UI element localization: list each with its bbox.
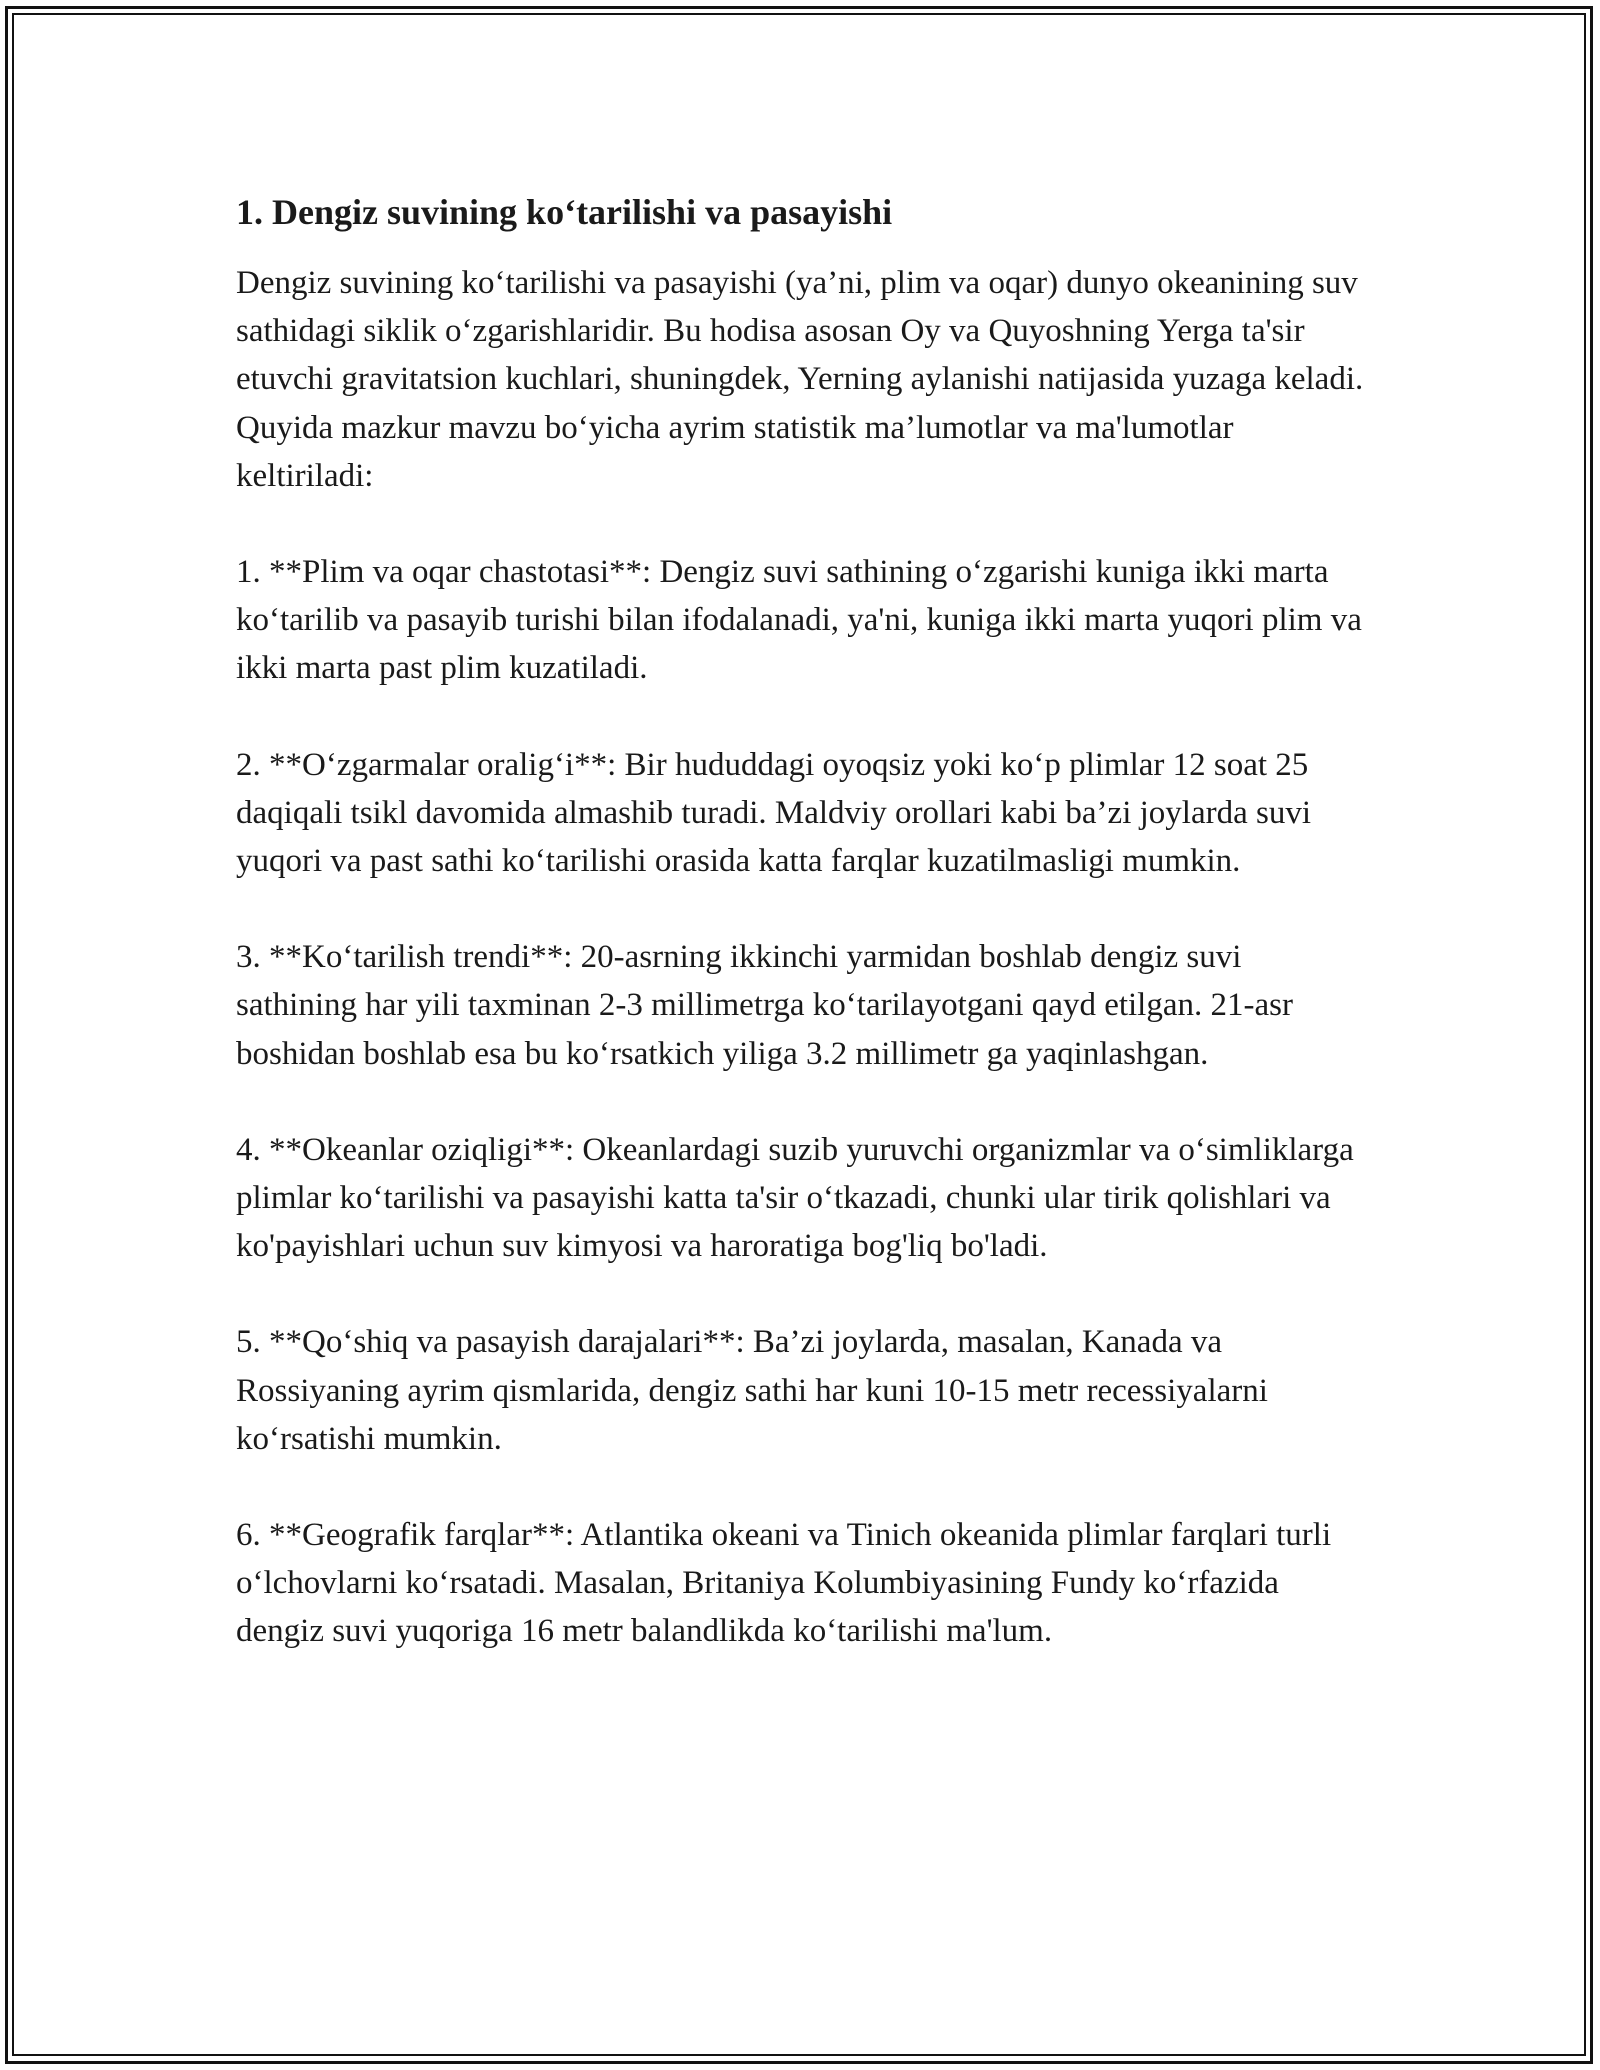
document-body — [236, 188, 1366, 1656]
list-item: 1. **Plim va oqar chastotasi**: Dengiz suvi sathining o‘zgarishi kuniga ikki marta ko‘tarilib va pasayib turishi bilan ifodalanadi, ya'ni, kuniga ikki marta yuqori plim va ikki marta past plim kuzatiladi. — [236, 554, 1362, 687]
list-item: 2. **O‘zgarmalar oralig‘i**: Bir hududdagi oyoqsiz yoki ko‘p plimlar 12 soat 25 daqiqali tsikl davomida almashib turadi. Maldviy orollari kabi ba’zi joylarda suvi yuqori va past sathi ko‘tarilishi orasida katta farqlar kuzatilmasligi mumkin. — [236, 746, 1311, 880]
list-item: 6. **Geografik farqlar**: Atlantika okeani va Tinich okeanida plimlar farqlari turli o‘lchovlarni ko‘rsatadi. Masalan, Britaniya Kolumbiyasining Fundy ko‘rfazida dengiz suvi yuqoriga 16 metr balandlikda ko‘tarilishi ma'lum. — [236, 1517, 1332, 1650]
list-item: 4. **Okeanlar oziqligi**: Okeanlardagi suzib yuruvchi organizmlar va o‘simliklarga plimlar ko‘tarilishi va pasayishi katta ta'sir o‘tkazadi, chunki ular tirik qolishlari va ko'payishlari uchun suv kimyosi va haroratiga bog'liq bo'ladi. — [236, 1131, 1354, 1265]
list-item: 5. **Qo‘shiq va pasayish darajalari**: Ba’zi joylarda, masalan, Kanada va Rossiyaning ayrim qismlarida, dengiz sathi har kuni 10-15 metr recessiyalarni ko‘rsatishi mumkin. — [236, 1324, 1268, 1457]
document-title: 1. Dengiz suvining ko‘tarilishi va pasayishi — [236, 192, 893, 232]
intro-paragraph: Dengiz suvining ko‘tarilishi va pasayishi (ya’ni, plim va oqar) dunyo okeanining suv sathidagi siklik o‘zgarishlaridir. Bu hodisa asosan Oy va Quyoshning Yerga ta'sir etuvchi gravitatsion kuchlari, shuningdek, Yerning aylanishi natijasida yuzaga keladi. Quyida mazkur mavzu bo‘yicha ayrim statistik ma’lumotlar va ma'lumotlar keltiriladi: — [236, 265, 1364, 494]
list-item: 3. **Ko‘tarilish trendi**: 20-asrning ikkinchi yarmidan boshlab dengiz suvi sathining har yili taxminan 2-3 millimetrga ko‘tarilayotgani qayd etilgan. 21-asr boshidan boshlab esa bu ko‘rsatkich yiliga 3.2 millimetr ga yaqinlashgan. — [236, 939, 1293, 1072]
